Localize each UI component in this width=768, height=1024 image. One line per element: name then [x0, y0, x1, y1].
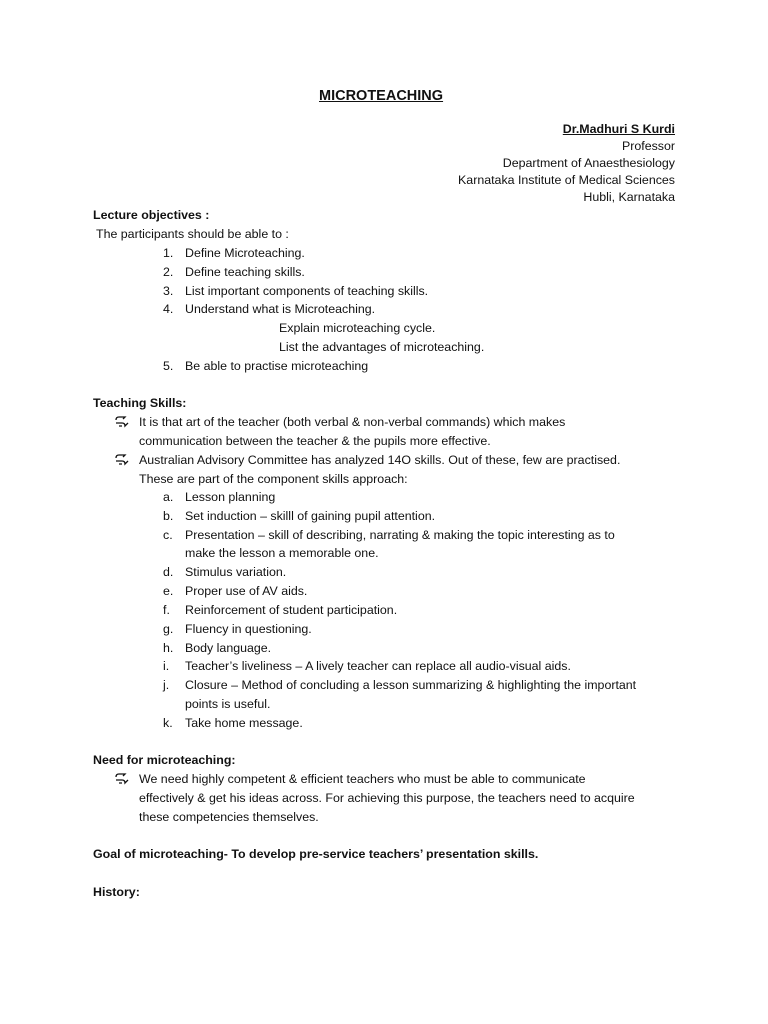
bullet-icon	[114, 771, 130, 787]
author-location: Hubli, Karnataka	[583, 190, 675, 204]
objective-number: 2.	[163, 265, 174, 279]
objective-text: Understand what is Microteaching.	[185, 302, 376, 316]
objective-number: 1.	[163, 246, 174, 260]
objective-subtext: Explain microteaching cycle.	[279, 321, 436, 335]
skill-item-text: points is useful.	[185, 697, 271, 711]
objective-number: 3.	[163, 284, 174, 298]
skill-item-text: Proper use of AV aids.	[185, 584, 308, 598]
skill-letter: i.	[163, 659, 170, 673]
skill-bullet-text: Australian Advisory Committee has analyzed 14O skills. Out of these, few are practised.	[139, 453, 621, 467]
skill-item-text: Take home message.	[185, 716, 303, 730]
objectives-intro: The participants should be able to :	[96, 227, 289, 241]
bullet-icon	[114, 452, 130, 468]
skill-item-text: Teacher’s liveliness – A lively teacher can replace all audio-visual aids.	[185, 659, 571, 673]
skill-bullet-text: It is that art of the teacher (both verbal & non-verbal commands) which makes	[139, 415, 566, 429]
skill-letter: d.	[163, 565, 174, 579]
objectives-heading: Lecture objectives :	[93, 208, 210, 222]
skill-item-text: Presentation – skill of describing, narrating & making the topic interesting as to	[185, 528, 615, 542]
skill-item-text: Fluency in questioning.	[185, 622, 312, 636]
bullet-icon	[114, 414, 130, 430]
objective-text: List important components of teaching skills.	[185, 284, 429, 298]
author-institute: Karnataka Institute of Medical Sciences	[458, 173, 675, 187]
skill-item-text: Reinforcement of student participation.	[185, 603, 398, 617]
skill-bullet-text: communication between the teacher & the pupils more effective.	[139, 434, 491, 448]
objective-subtext: List the advantages of microteaching.	[279, 340, 485, 354]
skill-item-text: Stimulus variation.	[185, 565, 287, 579]
need-heading: Need for microteaching:	[93, 753, 236, 767]
skill-letter: h.	[163, 641, 174, 655]
need-text: We need highly competent & efficient teachers who must be able to communicate	[139, 772, 586, 786]
skill-letter: b.	[163, 509, 174, 523]
skill-item-text: Body language.	[185, 641, 272, 655]
skill-letter: k.	[163, 716, 173, 730]
objective-number: 4.	[163, 302, 174, 316]
skill-letter: e.	[163, 584, 174, 598]
skill-item-text: Set induction – skilll of gaining pupil attention.	[185, 509, 436, 523]
skill-letter: c.	[163, 528, 173, 542]
skill-item-text: Closure – Method of concluding a lesson summarizing & highlighting the important	[185, 678, 637, 692]
goal-statement: Goal of microteaching- To develop pre-service teachers’ presentation skills.	[93, 847, 539, 861]
skill-letter: a.	[163, 490, 174, 504]
objective-number: 5.	[163, 359, 174, 373]
need-text: these competencies themselves.	[139, 810, 319, 824]
document-title: MICROTEACHING	[319, 88, 444, 104]
skill-bullet-text: These are part of the component skills approach:	[139, 472, 408, 486]
author-name: Dr.Madhuri S Kurdi	[562, 122, 675, 136]
skill-item-text: Lesson planning	[185, 490, 276, 504]
objective-text: Be able to practise microteaching	[185, 359, 369, 373]
skill-letter: j.	[163, 678, 170, 692]
objective-text: Define Microteaching.	[185, 246, 305, 260]
skill-letter: f.	[163, 603, 170, 617]
need-text: effectively & get his ideas across. For achieving this purpose, the teachers need to acquire	[139, 791, 635, 805]
author-designation: Professor	[621, 139, 675, 153]
author-department: Department of Anaesthesiology	[502, 156, 675, 170]
objective-text: Define teaching skills.	[185, 265, 305, 279]
teaching-skills-heading: Teaching Skills:	[93, 396, 187, 410]
skill-item-text: make the lesson a memorable one.	[185, 546, 379, 560]
history-heading: History:	[93, 885, 140, 899]
skill-letter: g.	[163, 622, 174, 636]
